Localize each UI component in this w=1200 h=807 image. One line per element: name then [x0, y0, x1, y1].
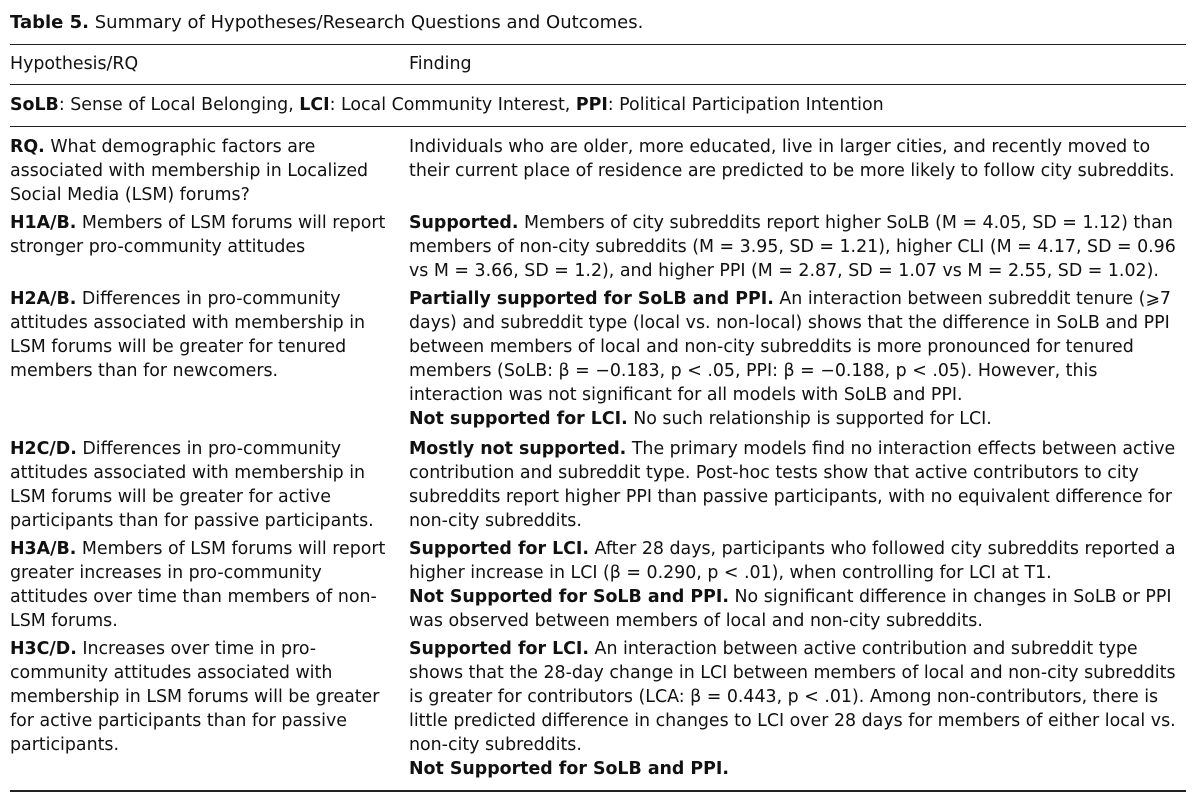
row-id: RQ. — [10, 137, 45, 157]
hypothesis-text: Members of LSM forums will report stronger pro-community attitudes — [10, 213, 386, 257]
finding-verdict: Partially supported for SoLB and PPI. — [409, 289, 774, 309]
abbr-solb: SoLB — [10, 95, 59, 115]
hypothesis-cell — [10, 211, 390, 259]
hypothesis-text: Increases over time in pro-community attitudes associated with membership in LSM forums will be greater for active participants than for passive participants. — [10, 639, 380, 755]
abbreviations-line — [10, 95, 884, 115]
table-title: Summary of Hypotheses/Research Questions and Outcomes. — [94, 12, 644, 33]
hypothesis-cell — [10, 637, 390, 757]
hypothesis-text: Differences in pro-community attitudes associated with membership in LSM forums will be greater for tenured members than for newcomers. — [10, 289, 366, 381]
finding-verdict: Supported for LCI. — [409, 539, 590, 559]
hypothesis-text: Members of LSM forums will report greater increases in pro-community attitudes over time than members of non-LSM forums. — [10, 539, 386, 631]
finding-text: An interaction between subreddit tenure (⩾7 days) and subreddit type (local vs. non-local) shows that the difference in SoLB and PPI between members of local and non-city subreddits is more pronounced for tenured members (SoLB: β = −0.183, p < .05, PPI: β = −0.188, p < .05). However, this interaction was not significant for all models with SoLB and PPI. — [409, 289, 1171, 405]
finding-cell — [409, 437, 1189, 533]
hypothesis-text: Differences in pro-community attitudes associated with membership in LSM forums will be greater for active participants than for passive participants. — [10, 439, 374, 531]
hypothesis-cell — [10, 537, 390, 633]
top-rule — [10, 44, 1186, 45]
finding-verdict: Supported. — [409, 213, 519, 233]
finding-verdict: Supported for LCI. — [409, 639, 590, 659]
finding-verdict: Not Supported for SoLB and PPI. — [409, 587, 730, 607]
hypothesis-cell — [10, 135, 390, 207]
finding-text: No significant difference in changes in SoLB or PPI was observed between members of local and non-city subreddits. — [409, 587, 1172, 631]
row-id: H3C/D. — [10, 639, 77, 659]
hypothesis-cell — [10, 437, 390, 533]
table-caption — [10, 12, 643, 33]
finding-cell — [409, 537, 1189, 633]
finding-cell — [409, 637, 1189, 781]
abbr-rule — [10, 126, 1186, 127]
finding-text: Individuals who are older, more educated, live in larger cities, and recently moved to their current place of residence are predicted to be more likely to follow city subreddits. — [409, 137, 1175, 181]
finding-text: An interaction between active contribution and subreddit type shows that the 28-day change in LCI between members of local and non-city subreddits is greater for contributors (LCA: β = 0.443, p < .01). Among non-contributors, there is little predicted difference in changes to LCI over 28 days for members of either local vs. non-city subreddits. — [409, 639, 1176, 755]
header-rule — [10, 84, 1186, 85]
finding-cell — [409, 211, 1189, 283]
finding-text: No such relationship is supported for LCI. — [633, 409, 992, 429]
hypothesis-text: What demographic factors are associated with membership in Localized Social Media (LSM) forums? — [10, 137, 369, 205]
abbr-solb-text: : Sense of Local Belonging, — [58, 95, 300, 115]
finding-verdict: Not supported for LCI. — [409, 409, 628, 429]
row-id: H1A/B. — [10, 213, 77, 233]
header-hypothesis: Hypothesis/RQ — [10, 54, 139, 74]
abbr-lci: LCI — [299, 95, 330, 115]
abbr-ppi: PPI — [575, 95, 608, 115]
abbr-lci-text: : Local Community Interest, — [329, 95, 576, 115]
bottom-rule — [10, 790, 1186, 792]
finding-text: The primary models find no interaction effects between active contribution and subreddit type. Post-hoc tests show that active contributors to city subreddits report higher PPI than passive participants, with no equivalent difference for non-city subreddits. — [409, 439, 1176, 531]
row-id: H3A/B. — [10, 539, 77, 559]
finding-cell — [409, 287, 1189, 431]
abbr-ppi-text: : Political Participation Intention — [607, 95, 884, 115]
finding-verdict: Mostly not supported. — [409, 439, 627, 459]
finding-text: After 28 days, participants who followed city subreddits reported a higher increase in LCI (β = 0.290, p < .01), when controlling for LCI at T1. — [409, 539, 1176, 583]
row-id: H2A/B. — [10, 289, 77, 309]
finding-verdict: Not Supported for SoLB and PPI. — [409, 759, 730, 779]
finding-cell — [409, 135, 1189, 183]
table-number: Table 5. — [10, 12, 89, 33]
header-finding: Finding — [409, 54, 472, 74]
finding-text: Members of city subreddits report higher SoLB (M = 4.05, SD = 1.12) than members of non-city subreddits (M = 3.95, SD = 1.21), higher CLI (M = 4.17, SD = 0.96 vs M = 3.66, SD = 1.2), and higher PPI (M = 2.87, SD = 1.07 vs M = 2.55, SD = 1.02). — [409, 213, 1176, 281]
hypothesis-cell — [10, 287, 390, 383]
row-id: H2C/D. — [10, 439, 77, 459]
